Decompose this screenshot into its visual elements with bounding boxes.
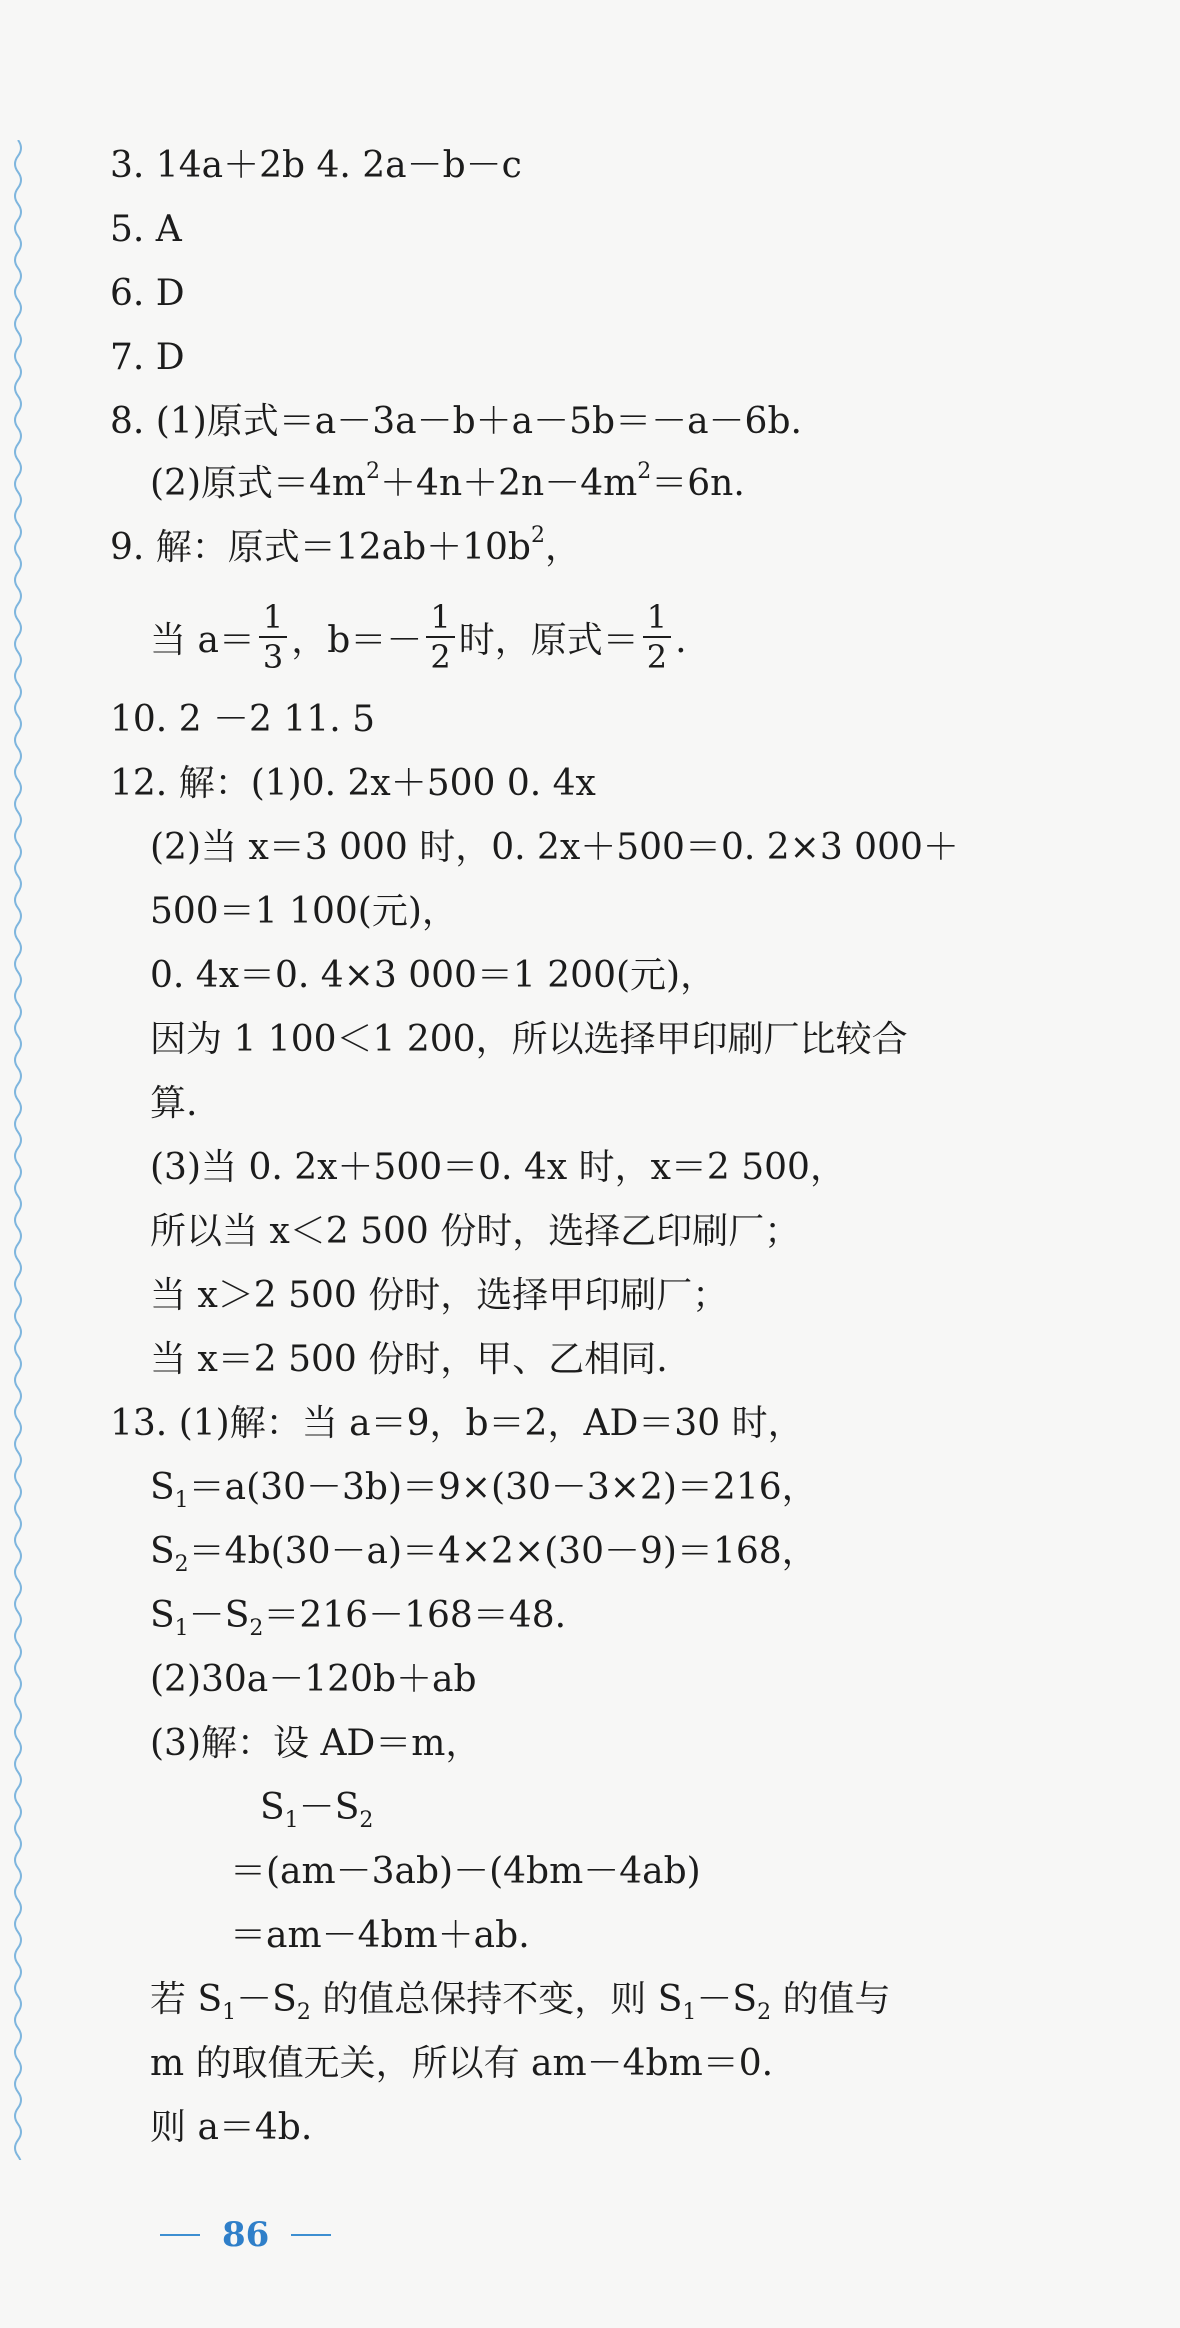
denominator: 3 <box>262 638 284 676</box>
text: ＝6n. <box>651 463 745 504</box>
subscript: 1 <box>222 2000 237 2025</box>
denominator: 2 <box>430 638 451 676</box>
answer-12-3-case-1: 所以当 x＜2 500 份时，选择乙印刷厂； <box>150 1211 801 1252</box>
text: 时，原式＝ <box>458 620 639 661</box>
subscript: 2 <box>296 2000 311 2025</box>
answer-12-3: (3)当 0. 2x＋500＝0. 4x 时，x＝2 500， <box>150 1147 846 1188</box>
answer-12-2-conclusion-end: 算. <box>150 1083 198 1124</box>
answer-13-2: (2)30a－120b＋ab <box>150 1659 477 1700</box>
answer-12-1: 12. 解：(1)0. 2x＋500 0. 4x <box>110 763 596 804</box>
text: ，b＝－ <box>291 620 423 661</box>
superscript: 2 <box>637 459 652 484</box>
answer-13-3: (3)解：设 AD＝m， <box>150 1723 482 1764</box>
subscript: 2 <box>757 2000 772 2025</box>
answer-12-2-calc: 0. 4x＝0. 4×3 000＝1 200(元)， <box>150 955 717 996</box>
text: ＝216－168＝48. <box>263 1595 567 1636</box>
text: S <box>260 1787 285 1828</box>
answer-12-2-cont: 500＝1 100(元)， <box>150 891 458 932</box>
footer-rule-left <box>160 2234 200 2236</box>
answer-13-1: 13. (1)解：当 a＝9，b＝2，AD＝30 时， <box>110 1403 804 1444</box>
text: ， <box>544 527 581 568</box>
subscript: 2 <box>249 1616 264 1641</box>
answer-13-3-reason-cont: m 的取值无关，所以有 am－4bm＝0. <box>150 2043 774 2084</box>
text: ＝a(30－3b)＝9×(30－3×2)＝216， <box>188 1467 818 1508</box>
text: 若 <box>150 1979 198 2020</box>
answer-13-3-result: 则 a＝4b. <box>150 2107 313 2148</box>
text: S <box>150 1595 175 1636</box>
answer-8-1: 8. (1)原式＝a－3a－b＋a－5b＝－a－6b. <box>110 401 802 442</box>
text: S <box>334 1787 360 1828</box>
text: S <box>197 1979 223 2020</box>
fraction <box>426 598 454 676</box>
subscript: 1 <box>174 1488 189 1513</box>
fraction <box>259 598 287 676</box>
numerator: 1 <box>259 598 287 638</box>
answer-12-3-case-2: 当 x＞2 500 份时，选择甲印刷厂； <box>150 1275 729 1316</box>
answer-12-3-case-3: 当 x＝2 500 份时，甲、乙相同. <box>150 1339 668 1380</box>
answer-8-2 <box>150 460 745 508</box>
text: S <box>272 1979 297 2020</box>
superscript: 2 <box>366 459 381 484</box>
subscript: 1 <box>682 2000 697 2025</box>
text: . <box>675 620 687 661</box>
answer-7: 7. D <box>110 337 185 378</box>
page-number: 86 <box>222 2215 270 2255</box>
denominator: 2 <box>646 638 668 676</box>
text: (2)原式＝4m <box>150 463 367 504</box>
answer-13-3-reason <box>150 1976 891 2024</box>
answer-13-3-expr <box>260 1784 373 1832</box>
text: 当 a＝ <box>150 620 255 661</box>
answer-13-3-step-2: ＝am－4bm＋ab. <box>230 1915 530 1956</box>
text: 的值总保持不变，则 <box>310 1979 658 2020</box>
fraction <box>643 598 671 676</box>
text: － <box>236 1979 273 2020</box>
text: S <box>224 1595 250 1636</box>
subscript: 1 <box>174 1616 189 1641</box>
subscript: 1 <box>284 1808 299 1833</box>
numerator: 1 <box>426 598 454 638</box>
text: － <box>696 1979 733 2020</box>
answer-9-substitution <box>150 598 687 682</box>
text: 9. 解：原式＝12ab＋10b <box>110 527 531 568</box>
answer-12-2-conclusion: 因为 1 100＜1 200，所以选择甲印刷厂比较合 <box>150 1019 908 1060</box>
footer-rule-right <box>291 2234 331 2236</box>
margin-wave-decoration <box>0 140 36 2160</box>
text: 的值与 <box>771 1979 891 2020</box>
answer-3-4: 3. 14a＋2b 4. 2a－b－c <box>110 145 522 186</box>
text: ＝4b(30－a)＝4×2×(30－9)＝168， <box>188 1531 818 1572</box>
answer-12-2: (2)当 x＝3 000 时，0. 2x＋500＝0. 2×3 000＋ <box>150 827 959 868</box>
numerator: 1 <box>643 598 671 638</box>
text: － <box>188 1595 225 1636</box>
answer-13-difference <box>150 1592 566 1640</box>
text: S <box>150 1467 175 1508</box>
page-footer <box>160 2210 331 2260</box>
answer-9 <box>110 524 581 572</box>
answer-13-s2 <box>150 1528 818 1576</box>
answer-13-3-step-1: ＝(am－3ab)－(4bm－4ab) <box>230 1851 701 1892</box>
answer-5: 5. A <box>110 209 182 250</box>
superscript: 2 <box>530 523 545 548</box>
text: S <box>657 1979 683 2020</box>
subscript: 2 <box>359 1808 374 1833</box>
text: S <box>150 1531 175 1572</box>
answer-10-11: 10. 2 －2 11. 5 <box>110 699 375 740</box>
text: ＋4n＋2n－4m <box>380 463 638 504</box>
answer-13-s1 <box>150 1464 818 1512</box>
text: S <box>732 1979 758 2020</box>
subscript: 2 <box>174 1552 189 1577</box>
answer-6: 6. D <box>110 273 185 314</box>
text: － <box>298 1787 335 1828</box>
